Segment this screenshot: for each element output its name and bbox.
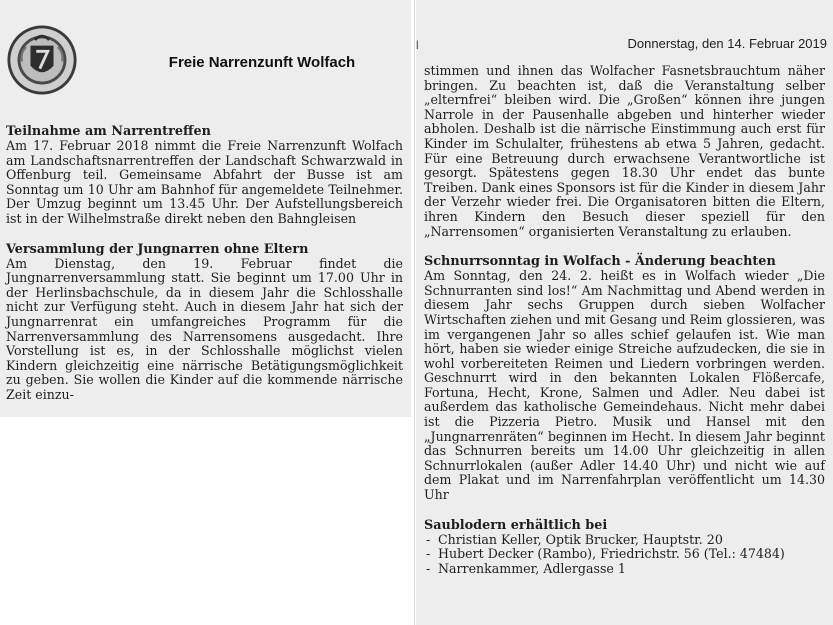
narrenzunft-seal-logo xyxy=(6,24,78,96)
section-heading-jungnarren: Versammlung der Jungnarren ohne Eltern xyxy=(6,241,309,257)
list-item: - Christian Keller, Optik Brucker, Hauptstr. 20 xyxy=(424,533,825,548)
clipping-divider xyxy=(414,0,415,625)
section-body-jungnarren: Am Dienstag, den 19. Februar findet die Jungnarrenversammlung statt. Sie beginnt um 17.00 Uhr in der Herlinsbachschule, da in diesem Jahr die Schlosshalle nicht zur Verfügung steht. Auch in diesem Jahr hat sich der Jungnarrenrat ein umfangreiches Programm für die Narrenversammlung des Narrensomens ausgedacht. Ihre Vorstellung ist es, in der Schlosshalle möglichst vielen Kindern gleichzeitig eine närrische Betätigungsmöglichkeit zu geben. Sie wollen die Kinder auf die kommende närrische Zeit einzu- xyxy=(6,255,403,402)
saublodern-list xyxy=(424,533,825,577)
page-mark: l xyxy=(416,38,419,52)
section-body-jungnarren-continued: stimmen und ihnen das Wolfacher Fasnetsbrauchtum näher bringen. Zu beachten ist, daß die Veranstaltung selber „elternfrei“ bleiben wird. Die „Großen“ können ihre jungen Narrole in der Pausenhalle abgeben und hinterher wieder abholen. Deshalb ist die närrische Einstimmung auch erst für Kinder im Schulalter, frühestens ab etwa 5 Jahren, gedacht. Für eine Betreuung durch erwachsene Verantwortliche ist gesorgt. Spätestens gegen 18.30 Uhr endet das bunte Treiben. Dank eines Sponsors ist für die Kinder in diesem Jahr der Verzehr wieder frei. Die Organisatoren bitten die Eltern, ihren Kindern den Besuch dieser speziell für den „Narrensomen“ organisierten Veranstaltung zu erlauben. xyxy=(424,63,825,239)
list-item: - Hubert Decker (Rambo), Friedrichstr. 56 (Tel.: 47484) xyxy=(424,547,825,562)
section-body-schnurrsonntag: Am Sonntag, den 24. 2. heißt es in Wolfach wieder „Die Schnurranten sind los!“ Am Nachmittag und Abend werden in diesem Jahr sechs Gruppen durch sieben Wolfacher Wirtschaften ziehen und mit Gesang und Reim glossieren, was im vergangenen Jahr so alles schief gelaufen ist. Wie man hört, haben sie wieder einige Streiche aufzudecken, die sie in wohl vorbereiteten Reimen und Liedern vorbringen werden. Geschnurrt wird in den bekannten Lokalen Flößercafe, Fortuna, Hecht, Krone, Salmen und Adler. Neu dabei ist außerdem das katholische Gemeindehaus. Nicht mehr dabei ist die Pizzeria Pietro. Musik und Hansel mit den „Jungnarrenräten“ beginnen im Hecht. In diesem Jahr beginnt das Schnurren bereits um 14.00 Uhr gleichzeitig in allen Schnurrlokalen (außer Adler 14.40 Uhr) und nicht wie auf dem Plakat und im Narrenfahrplan veröffentlicht um 14.30 Uhr xyxy=(424,268,825,503)
list-item: - Narrenkammer, Adlergasse 1 xyxy=(424,562,825,577)
section-heading-narrentreffen: Teilnahme am Narrentreffen xyxy=(6,124,211,139)
article-title: Freie Narrenzunft Wolfach xyxy=(168,54,356,71)
section-body-narrentreffen: Am 17. Februar 2018 nimmt die Freie Narrenzunft Wolfach am Landschaftsnarrentreffen der Landschaft Schwarzwald in Offenburg teil. Gemeinsame Abfahrt der Busse ist am Sonntag um 10 Uhr am Bahnhof für angemeldete Teilnehmer. Der Umzug beginnt um 13.45 Uhr. Der Aufstellungsbereich ist in der Wilhelmstraße direkt neben den Bahngleisen xyxy=(6,138,403,226)
issue-date: Donnerstag, den 14. Februar 2019 xyxy=(627,36,827,51)
section-heading-saublodern: Saublodern erhältlich bei xyxy=(424,517,608,533)
right-column xyxy=(424,64,825,576)
left-newspaper-clipping xyxy=(0,0,411,417)
left-column xyxy=(6,124,403,403)
right-newspaper-clipping xyxy=(416,0,833,625)
section-heading-schnurrsonntag: Schnurrsonntag in Wolfach - Änderung beachten xyxy=(424,254,776,270)
